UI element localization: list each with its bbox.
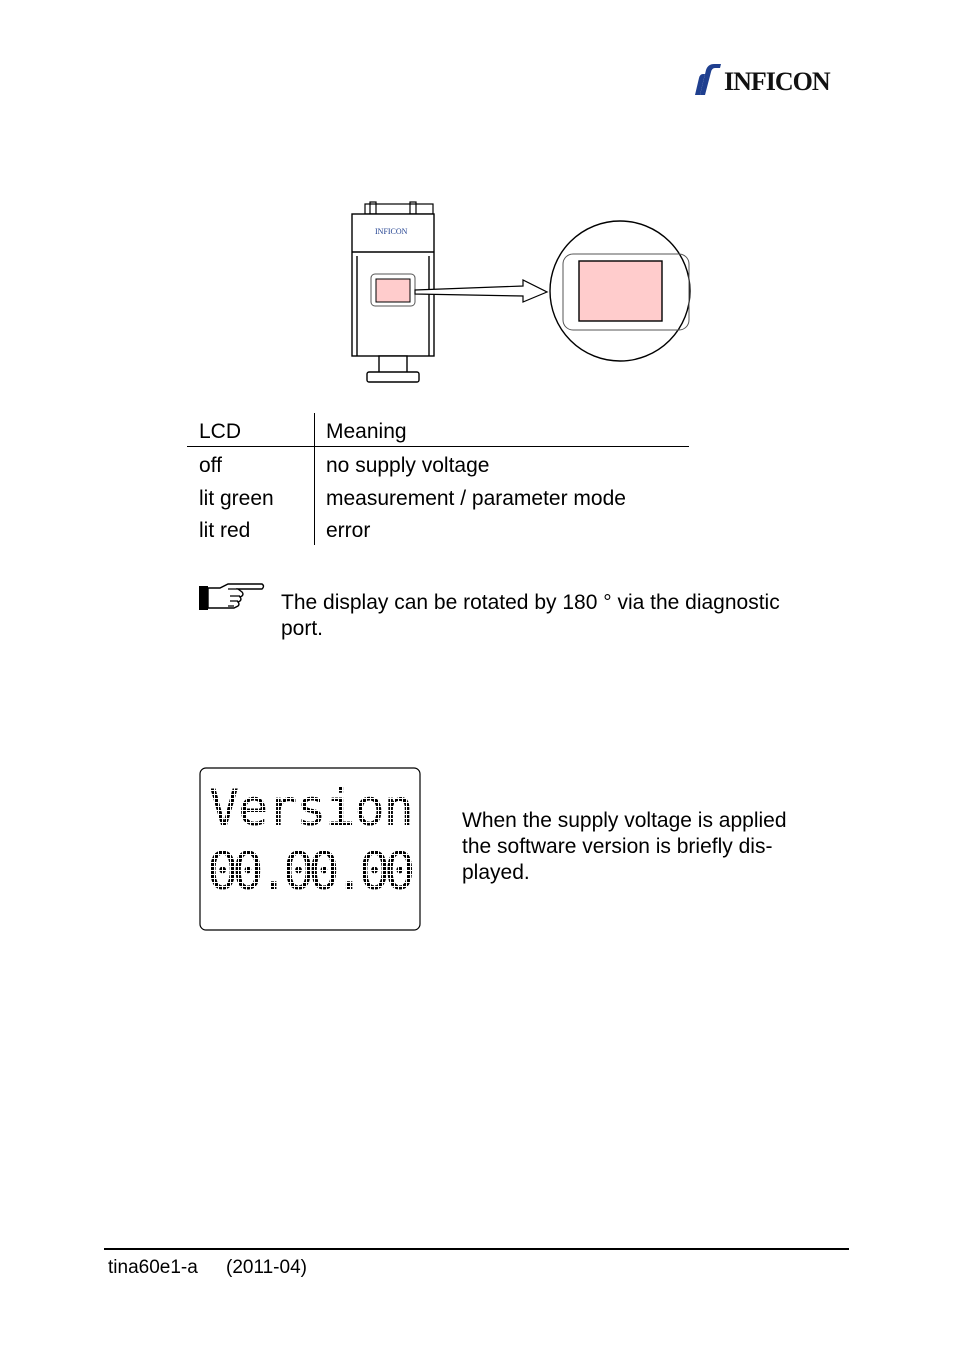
table-cell-lcd: lit green: [199, 487, 274, 510]
note-text: [281, 590, 841, 642]
inficon-logo-text: INFICON: [724, 67, 830, 96]
version-description-line-2: the software version is briefly dis-: [462, 835, 773, 858]
version-label: Version: [209, 779, 413, 837]
zoom-arrow-icon: [415, 280, 547, 302]
lcd-meaning-table: [187, 413, 689, 545]
note-line-2: port.: [281, 617, 324, 640]
table-cell-meaning: no supply voltage: [326, 454, 490, 477]
pointing-hand-icon: [198, 580, 266, 614]
version-lcd-display: [199, 767, 421, 931]
table-header-rule: [187, 446, 689, 447]
device-display-figure: [345, 200, 697, 388]
table-cell-meaning: error: [326, 519, 371, 542]
version-description-line-1: When the supply voltage is applied: [462, 809, 787, 832]
table-header-lcd: LCD: [199, 420, 242, 443]
gauge-flange: [367, 356, 419, 382]
table-cell-lcd: off: [199, 454, 222, 477]
note-line-1: The display can be rotated by 180 ° via the diagnostic: [281, 591, 780, 614]
table-divider: [314, 413, 315, 545]
inficon-logo: [694, 62, 846, 96]
device-brand-label: INFICON: [375, 227, 408, 236]
footer-rule: [104, 1248, 849, 1250]
table-cell-lcd: lit red: [199, 519, 251, 542]
version-description: [462, 808, 842, 886]
table-header-meaning: Meaning: [326, 420, 407, 443]
footer-date: (2011-04): [226, 1257, 307, 1278]
footer-document-id: tina60e1-a: [108, 1257, 198, 1278]
magnified-lcd: [579, 261, 662, 321]
table-cell-meaning: measurement / parameter mode: [326, 487, 626, 510]
version-description-line-3: played.: [462, 861, 530, 884]
version-number: 00.00.00: [207, 842, 410, 902]
device-connector: [365, 202, 433, 214]
device-lcd: [376, 279, 410, 302]
